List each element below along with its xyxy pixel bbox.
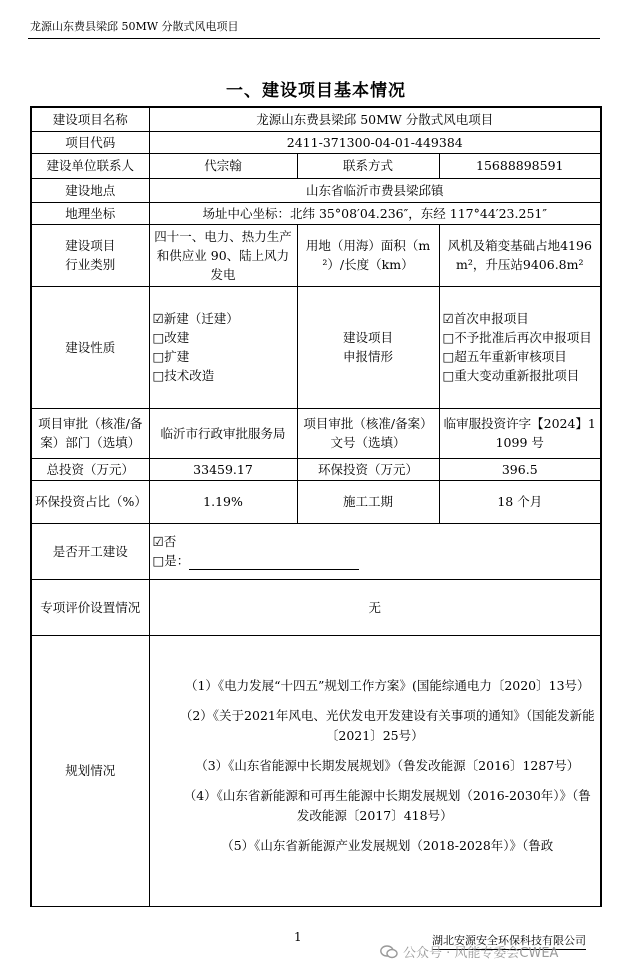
filing-options — [439, 286, 601, 408]
nature-option-expand: □扩建 — [152, 349, 190, 364]
table-row — [31, 579, 601, 635]
row-label: 总投资（万元） — [31, 458, 149, 480]
project-info-table — [30, 106, 602, 907]
ratio-value: 1.19% — [149, 480, 297, 523]
construction-period-label: 施工工期 — [297, 480, 439, 523]
phone-label: 联系方式 — [297, 153, 439, 178]
table-row — [31, 635, 601, 906]
page-number: 1 — [294, 930, 302, 944]
industry-value: 四十一、电力、热力生产和供应业 90、陆上风力发电 — [149, 224, 297, 286]
table-row — [31, 202, 601, 224]
row-label: 建设项目名称 — [31, 107, 149, 131]
phone-value: 15688898591 — [439, 153, 601, 178]
nature-option-rebuild: □改建 — [152, 330, 190, 345]
planning-item: （2）《关于2021年风电、光伏发电开发建设有关事项的通知》（国能发新能〔2021〕25号） — [179, 707, 595, 743]
contact-value: 代宗翰 — [149, 153, 297, 178]
started-option-yes: □是： — [152, 553, 190, 568]
table-row — [31, 178, 601, 202]
wechat-icon — [380, 945, 398, 959]
row-label: 建设单位联系人 — [31, 153, 149, 178]
page-title: 一、建设项目基本情况 — [226, 81, 406, 101]
table-row — [31, 458, 601, 480]
project-name-value: 龙源山东费县梁邱 50MW 分散式风电项目 — [149, 107, 601, 131]
approval-doc-value: 临审服投资许字【2024】11099 号 — [439, 408, 601, 458]
area-label: 用地（用海）面积（m²）/长度（km） — [297, 224, 439, 286]
row-label: 建设性质 — [31, 286, 149, 408]
row-label: 项目代码 — [31, 131, 149, 153]
watermark — [380, 942, 558, 961]
started-option-yes-line — [153, 551, 598, 570]
approval-doc-label: 项目审批（核准/备案）文号（选填） — [297, 408, 439, 458]
nature-option-new: ☑新建（迁建） — [152, 311, 239, 326]
table-row — [31, 286, 601, 408]
company-name: 湖北安源安全环保科技有限公司 — [432, 932, 586, 950]
planning-content — [149, 635, 601, 906]
nature-option-tech: □技术改造 — [152, 368, 215, 383]
row-label: 是否开工建设 — [31, 523, 149, 579]
row-label: 规划情况 — [31, 635, 149, 906]
special-value: 无 — [149, 579, 601, 635]
row-label: 项目审批（核准/备案）部门（选填） — [31, 408, 149, 458]
filing-option-major-change: □重大变动重新报批项目 — [442, 368, 580, 383]
running-header: 龙源山东费县梁邱 50MW 分散式风电项目 — [30, 20, 239, 33]
header-divider — [28, 38, 600, 39]
nature-options — [149, 286, 297, 408]
planning-item: （1）《电力发展“十四五”规划工作方案》(国能综通电力〔2020〕13号） — [184, 677, 590, 693]
coords-value: 场址中心坐标：北纬 35°08′04.236″，东经 117°44′23.251″ — [149, 202, 601, 224]
planning-item: （3）《山东省能源中长期发展规划》（鲁发改能源〔2016〕1287号） — [195, 757, 580, 773]
env-investment-label: 环保投资（万元） — [297, 458, 439, 480]
started-option-no: ☑否 — [152, 534, 177, 549]
fill-in-blank — [189, 555, 359, 570]
approval-value: 临沂市行政审批服务局 — [149, 408, 297, 458]
filing-label: 建设项目 申报情形 — [297, 286, 439, 408]
table-row — [31, 523, 601, 579]
row-label: 环保投资占比（%） — [31, 480, 149, 523]
planning-item: （4）《山东省新能源和可再生能源中长期发展规划（2016-2030年）》（鲁发改能源〔2017〕418号） — [183, 787, 591, 823]
table-row — [31, 408, 601, 458]
table-row — [31, 153, 601, 178]
area-value: 风机及箱变基础占地4196m²，升压站9406.8m² — [439, 224, 601, 286]
row-label: 建设项目 行业类别 — [31, 224, 149, 286]
row-label: 专项评价设置情况 — [31, 579, 149, 635]
row-label: 地理坐标 — [31, 202, 149, 224]
construction-period-value: 18 个月 — [439, 480, 601, 523]
started-options — [149, 523, 601, 579]
table-row — [31, 107, 601, 131]
table-row — [31, 480, 601, 523]
filing-option-reapply: □不予批准后再次申报项目 — [442, 330, 592, 345]
project-code-value: 2411-371300-04-01-449384 — [149, 131, 601, 153]
filing-option-five-years: □超五年重新审核项目 — [442, 349, 567, 364]
env-investment-value: 396.5 — [439, 458, 601, 480]
investment-value: 33459.17 — [149, 458, 297, 480]
table-row — [31, 224, 601, 286]
filing-option-first: ☑首次申报项目 — [442, 311, 529, 326]
location-value: 山东省临沂市费县梁邱镇 — [149, 178, 601, 202]
row-label: 建设地点 — [31, 178, 149, 202]
watermark-text: 公众号 · 风能专委会CWEA — [403, 946, 559, 961]
planning-item: （5）《山东省新能源产业发展规划（2018-2028年）》（鲁政 — [221, 837, 554, 853]
table-row — [31, 131, 601, 153]
